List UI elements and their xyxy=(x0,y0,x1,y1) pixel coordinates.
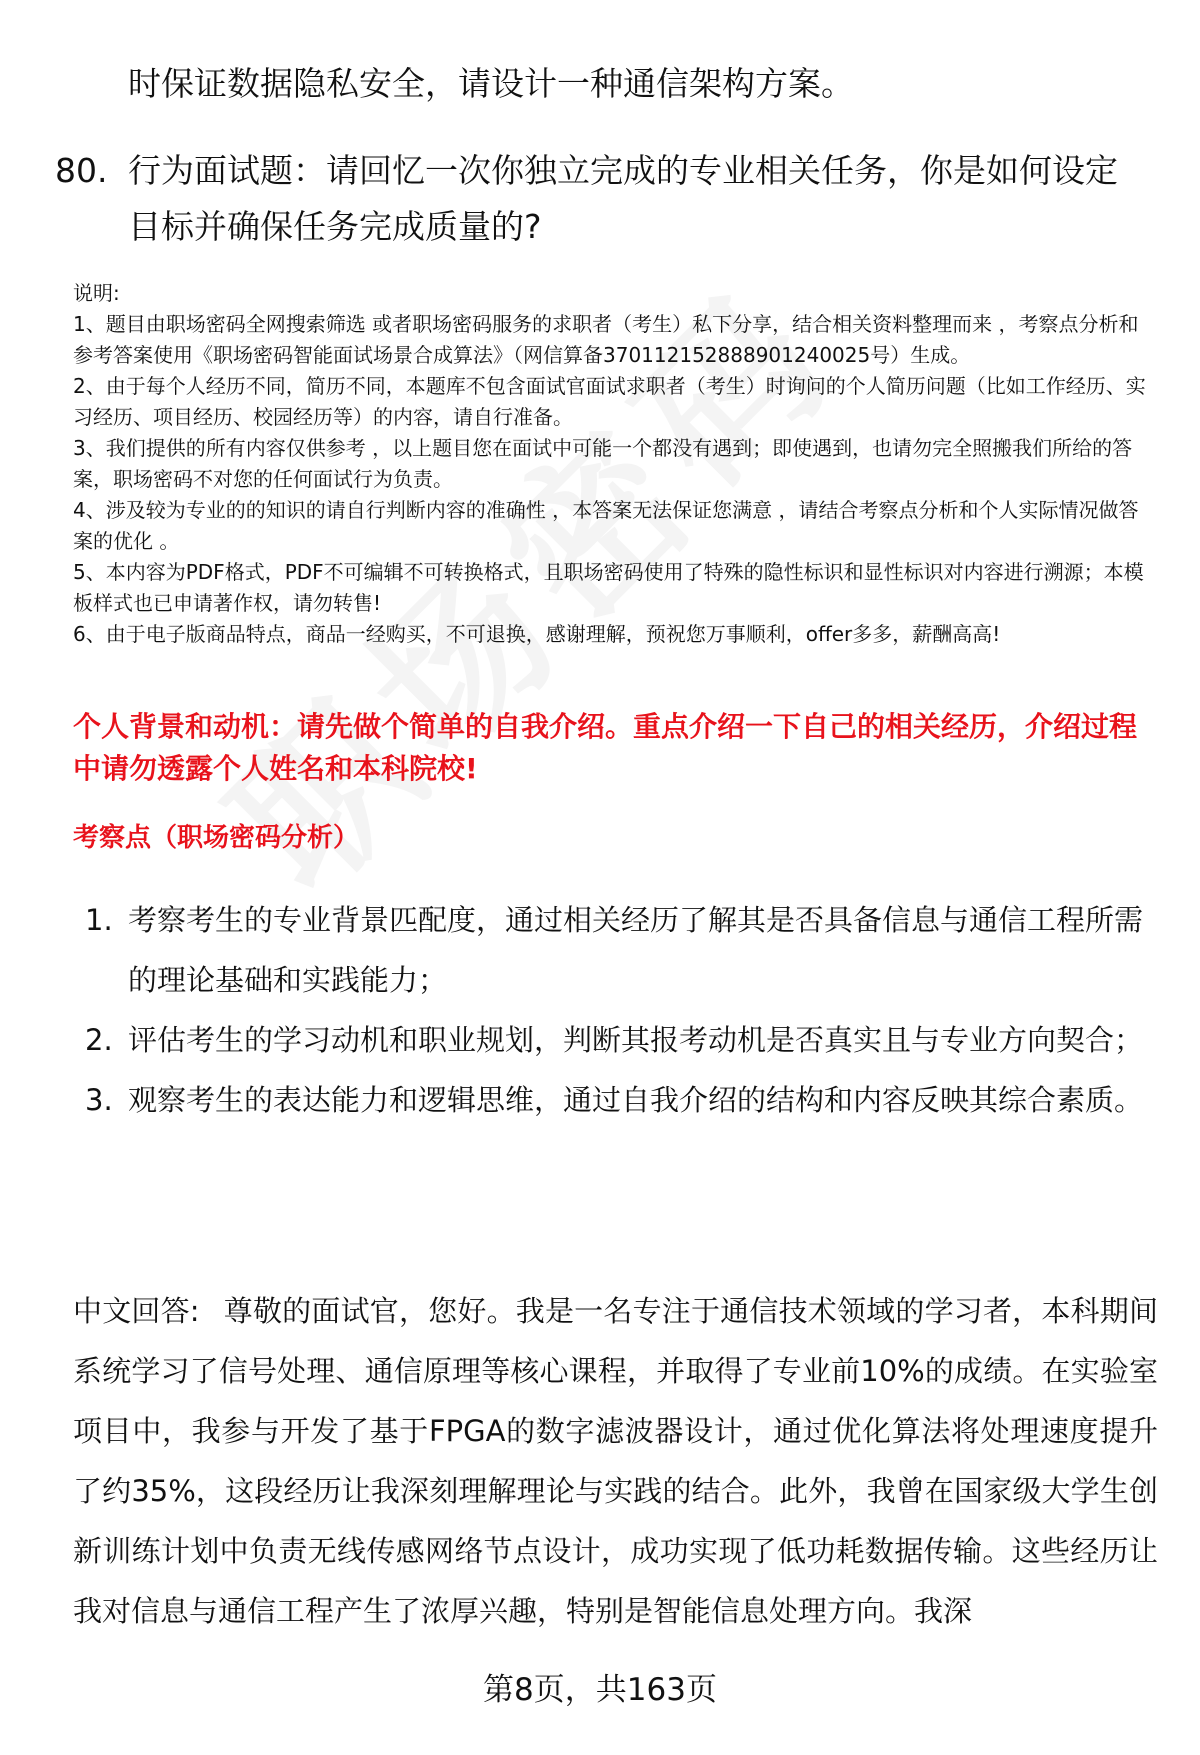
answer-text: 尊敬的面试官，您好。我是一名专注于通信技术领域的学习者，本科期间系统学习了信号处理、通信原理等核心课程，并取得了专业前10%的成绩。在实验室项目中，我参与开发了基于FPGA的数字滤波器设计，通过优化算法将处理速度提升了约35%，这段经历让我深刻理解理论与实践的结合。此外，我曾在国家级大学生创新训练计划中负责无线传感网络节点设计，成功实现了低功耗数据传输。这些经历让我对信息与通信工程产生了浓厚兴趣，特别是智能信息处理方向。我深 xyxy=(73,1294,1158,1628)
note-item: 6、由于电子版商品特点，商品一经购买，不可退换，感谢理解，预祝您万事顺利，offer多多，薪酬高高! xyxy=(73,622,1001,646)
analysis-heading: 考察点（职场密码分析） xyxy=(73,823,360,853)
list-item-number: 1. xyxy=(85,903,113,937)
list-item xyxy=(85,1010,1145,1070)
list-item-number: 3. xyxy=(85,1083,113,1117)
question-continuation: 时保证数据隐私安全，请设计一种通信架构方案。 xyxy=(128,64,854,103)
note-item: 3、我们提供的所有内容仅供参考 ，以上题目您在面试中可能一个都没有遇到；即使遇到，也请勿完全照搬我们所给的答案，职场密码不对您的任何面试行为负责。 xyxy=(73,436,1133,491)
analysis-points-list xyxy=(85,890,1145,1130)
list-item xyxy=(85,1070,1145,1130)
list-item-text: 考察考生的专业背景匹配度，通过相关经历了解其是否具备信息与通信工程所需的理论基础和实践能力； xyxy=(128,903,1144,997)
page-footer: 第8页，共163页 xyxy=(483,1672,717,1708)
answer-paragraph xyxy=(73,1281,1158,1641)
note-item: 4、涉及较为专业的的知识的请自行判断内容的准确性 ，本答案无法保证您满意 ，请结合考察点分析和个人实际情况做答案的优化 。 xyxy=(73,498,1139,553)
note-item: 2、由于每个人经历不同，简历不同，本题库不包含面试官面试求职者（考生）时询问的个人简历问题（比如工作经历、实习经历、项目经历、校园经历等）的内容，请自行准备。 xyxy=(73,374,1146,429)
notes-title: 说明: xyxy=(73,281,120,305)
list-item-number: 2. xyxy=(85,1023,113,1057)
question-number: 80. xyxy=(55,151,108,190)
section-heading: 个人背景和动机：请先做个简单的自我介绍。重点介绍一下自己的相关经历，介绍过程中请勿透露个人姓名和本科院校! xyxy=(73,710,1138,785)
question-text: 行为面试题：请回忆一次你独立完成的专业相关任务，你是如何设定目标并确保任务完成质量的? xyxy=(128,151,1118,246)
answer-label: 中文回答: xyxy=(73,1294,200,1328)
list-item-text: 评估考生的学习动机和职业规划，判断其报考动机是否真实且与专业方向契合； xyxy=(128,1023,1144,1057)
notes-section xyxy=(73,278,1153,650)
note-item: 5、本内容为PDF格式，PDF不可编辑不可转换格式，且职场密码使用了特殊的隐性标识和显性标识对内容进行溯源；本模板样式也已申请著作权，请勿转售! xyxy=(73,560,1144,615)
question-80 xyxy=(55,143,1155,255)
note-item: 1、题目由职场密码全网搜索筛选 或者职场密码服务的求职者（考生）私下分享，结合相关资料整理而来 ，考察点分析和参考答案使用《职场密码智能面试场景合成算法》（网信算备370112152888901240025号）生成。 xyxy=(73,312,1139,367)
list-item xyxy=(85,890,1145,1010)
list-item-text: 观察考生的表达能力和逻辑思维，通过自我介绍的结构和内容反映其综合素质。 xyxy=(128,1083,1144,1117)
